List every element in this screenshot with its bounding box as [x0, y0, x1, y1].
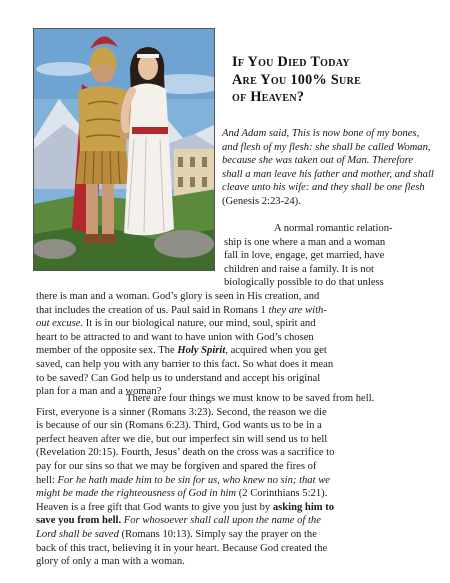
- p2-line: (Revelation 20:15). Fourth, Jesus’ death on the cross was a sacrifice to: [36, 447, 335, 459]
- p1-line: heart to be attracted to and want to have union with God’s chosen: [36, 331, 314, 343]
- p1-line: member of the opposite sex. The Holy Spirit, acquired when you get: [36, 345, 327, 357]
- p1-line: fall in love, engage, get married, have: [224, 250, 385, 262]
- genesis-quote: [222, 127, 434, 209]
- p2-line: save you from hell. For whosoever shall call upon the name of the: [36, 515, 321, 527]
- p1-line: ship is one where a man and a woman: [224, 236, 386, 248]
- p2-line: First, everyone is a sinner (Romans 3:23). Second, the reason we die: [36, 406, 327, 418]
- p1-line: A normal romantic relation-: [274, 223, 393, 234]
- quote-text: And Adam said, This is now bone of my bones, and flesh of my flesh: she shall be called Woman, because she was taken out of Man. Therefore shall a man leave his father and mother, and shall cleave unto his wife: and they shall be one flesh: [222, 128, 434, 194]
- p2-line: back of this tract, believing it in your heart. Because God created the: [36, 542, 328, 554]
- p2-line: Heaven is a free gift that God wants to give you just by asking him to: [36, 501, 335, 513]
- p1-line: out excuse. It is in our biological nature, our mind, soul, spirit and: [36, 318, 316, 330]
- p2-line: is because of our sin (Romans 6:23). Third, God wants us to be in a: [36, 420, 322, 432]
- paragraph-romantic-relationship: [36, 222, 434, 399]
- p1-line: saved, can help you with any barrier to this fact. So what does it mean: [36, 358, 334, 370]
- title-line-1: If You Died Today: [232, 54, 350, 70]
- title-line-3: of Heaven?: [232, 89, 305, 105]
- p2-line: glory of only a man with a woman.: [36, 556, 185, 568]
- p1-line: biologically possible to do that unless: [224, 277, 384, 289]
- p2-line: perfect heaven after we die, but our imperfect sin will send us to hell: [36, 433, 328, 445]
- p1-line: plan for a man and a woman?: [36, 386, 162, 398]
- p2-line: hell: For he hath made him to be sin for us, who knew no sin; that we: [36, 474, 330, 486]
- p1-line: that includes the creation of us. Paul said in Romans 1 they are with-: [36, 304, 327, 316]
- paragraph-four-things: [36, 392, 434, 569]
- p2-line: might be made the righteousness of God in him (2 Corinthians 5:21).: [36, 488, 328, 500]
- p1-line: there is man and a woman. God’s glory is seen in His creation, and: [36, 290, 320, 302]
- p1-line: to be saved? Can God help us to understand and accept his original: [36, 372, 321, 384]
- p2-line: Lord shall be saved (Romans 10:13). Simply say the prayer on the: [36, 528, 317, 540]
- title-line-2: Are You 100% Sure: [232, 71, 362, 88]
- p2-line: pay for our sins so that we may be forgiven and spared the fires of: [36, 460, 317, 472]
- p2-line: There are four things we must know to be saved from hell.: [126, 393, 375, 404]
- tract-title: [232, 54, 432, 107]
- p1-line: children and raise a family. It is not: [224, 263, 374, 275]
- quote-reference: (Genesis 2:23-24).: [222, 195, 301, 207]
